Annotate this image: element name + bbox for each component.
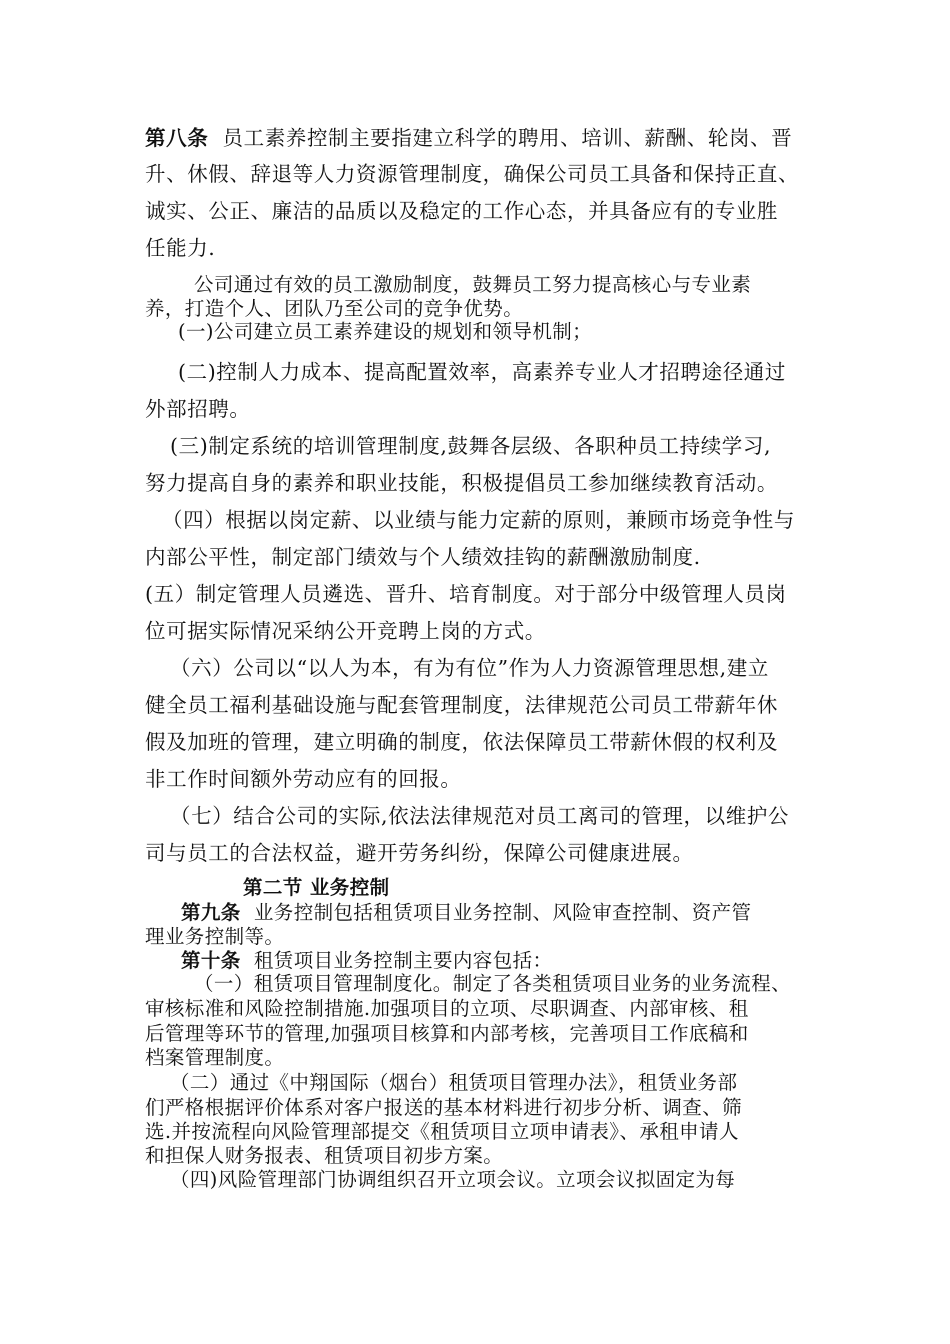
incentive-paragraph-line-1: 公司通过有效的员工激励制度，鼓舞员工努力提高核心与专业素 bbox=[194, 273, 752, 296]
article-10-text: 租赁项目业务控制主要内容包括： bbox=[253, 949, 553, 972]
article-8-line-3: 诚实、公正、廉洁的品质以及稳定的工作心态，并具备应有的专业胜 bbox=[145, 199, 778, 223]
subitem-2-line-2: 们严格根据评价体系对客户报送的基本材料进行初步分析、调查、筛 bbox=[145, 1096, 743, 1119]
article-10-line-1 bbox=[181, 949, 552, 973]
section-2-heading: 第二节 业务控制 bbox=[243, 876, 390, 899]
item-7-line-2: 司与员工的合法权益，避开劳务纠纷，保障公司健康进展。 bbox=[145, 841, 694, 865]
article-8-line-1 bbox=[145, 126, 792, 150]
item-6-line-3: 假及加班的管理，建立明确的制度，依法保障员工带薪休假的权利及 bbox=[145, 730, 778, 754]
item-4-line-1: （四）根据以岗定薪、以业绩与能力定薪的原则，兼顾市场竞争性与 bbox=[162, 508, 795, 532]
item-5-line-2: 位可据实际情况采纳公开竞聘上岗的方式。 bbox=[145, 619, 546, 643]
subitem-1-line-2: 审核标准和风险控制措施.加强项目的立项、尽职调查、内部审核、租 bbox=[145, 997, 749, 1020]
article-10-label: 第十条 bbox=[181, 949, 241, 972]
item-5-line-1: (五）制定管理人员遴选、晋升、培育制度。对于部分中级管理人员岗 bbox=[145, 582, 787, 606]
subitem-2-line-1: （二）通过《中翔国际（烟台）租赁项目管理办法》，租赁业务部 bbox=[170, 1071, 738, 1094]
item-2-line-1: (二)控制人力成本、提高配置效率，高素养专业人才招聘途径通过 bbox=[178, 360, 786, 384]
item-6-line-1: （六）公司以“以人为本，有为有位”作为人力资源管理思想,建立 bbox=[170, 656, 769, 680]
article-8-label: 第八条 bbox=[145, 126, 209, 150]
article-9-line-1 bbox=[181, 901, 751, 925]
incentive-paragraph-line-2: 养，打造个人、团队乃至公司的竞争优势。 bbox=[145, 297, 524, 320]
article-8-line-2: 升、休假、辞退等人力资源管理制度，确保公司员工具备和保持正直、 bbox=[145, 162, 800, 186]
article-8-line-4: 任能力. bbox=[145, 236, 216, 260]
article-9-label: 第九条 bbox=[181, 901, 241, 924]
item-6-line-4: 非工作时间额外劳动应有的回报。 bbox=[145, 767, 462, 791]
subitem-1-line-1: （一）租赁项目管理制度化。制定了各类租赁项目业务的业务流程、 bbox=[194, 972, 792, 995]
item-7-line-1: （七）结合公司的实际,依法法律规范对员工离司的管理，以维护公 bbox=[170, 804, 790, 828]
item-3-line-1: (三)制定系统的培训管理制度,鼓舞各层级、各职种员工持续学习, bbox=[170, 434, 772, 458]
subitem-4-line-1: （四)风险管理部门协调组织召开立项会议。立项会议拟固定为每 bbox=[170, 1168, 736, 1191]
subitem-2-line-4: 和担保人财务报表、租赁项目初步方案。 bbox=[145, 1144, 504, 1167]
article-9-line-2: 理业务控制等。 bbox=[145, 925, 285, 948]
article-9-text: 业务控制包括租赁项目业务控制、风险审查控制、资产管 bbox=[253, 901, 752, 924]
subitem-2-line-3: 选.并按流程向风险管理部提交《租赁项目立项申请表》、承租申请人 bbox=[145, 1120, 739, 1143]
item-1: (一)公司建立员工素养建设的规划和领导机制； bbox=[178, 320, 593, 343]
item-2-line-2: 外部招聘。 bbox=[145, 397, 251, 421]
subitem-1-line-4: 档案管理制度。 bbox=[145, 1046, 285, 1069]
subitem-1-line-3: 后管理等环节的管理,加强项目核算和内部考核，完善项目工作底稿和 bbox=[145, 1022, 749, 1045]
item-6-line-2: 健全员工福利基础设施与配套管理制度，法律规范公司员工带薪年休 bbox=[145, 693, 778, 717]
item-4-line-2: 内部公平性，制定部门绩效与个人绩效挂钩的薪酬激励制度. bbox=[145, 545, 701, 569]
item-3-line-2: 努力提高自身的素养和职业技能，积极提倡员工参加继续教育活动。 bbox=[145, 471, 778, 495]
article-8-text: 员工素养控制主要指建立科学的聘用、培训、薪酬、轮岗、晋 bbox=[222, 126, 793, 150]
